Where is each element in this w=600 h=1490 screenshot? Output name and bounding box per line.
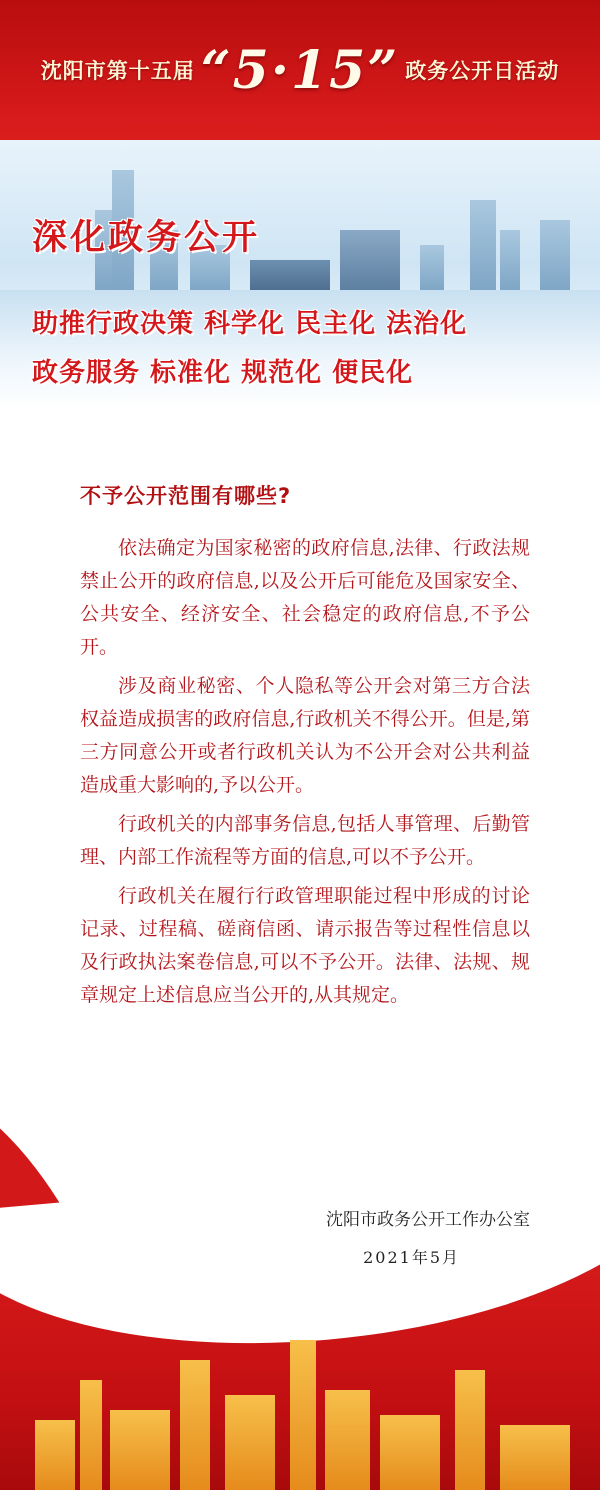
landmark-silhouette — [110, 1410, 170, 1490]
slogan-service: 政务服务 标准化 规范化 便民化 — [32, 358, 414, 388]
landmark-silhouette — [455, 1370, 485, 1490]
article-paragraph: 依法确定为国家秘密的政府信息,法律、行政法规禁止公开的政府信息,以及公开后可能危及国家安全、公共安全、经济安全、社会稳定的政府信息,不予公开。 — [80, 537, 530, 658]
landmark-silhouette — [290, 1340, 316, 1490]
building — [420, 245, 444, 290]
event-title-prefix: 沈阳市第十五届 — [40, 59, 195, 83]
building — [470, 200, 496, 290]
event-title-suffix: 政务公开日活动 — [405, 59, 560, 83]
landmark-silhouette — [500, 1425, 570, 1490]
event-title — [0, 30, 600, 110]
slogan-decision: 助推行政决策 科学化 民主化 法治化 — [32, 309, 468, 339]
article-paragraph: 涉及商业秘密、个人隐私等公开会对第三方合法权益造成损害的政府信息,行政机关不得公开。但是,第三方同意公开或者行政机关认为不公开会对公共利益造成重大影响的,予以公开。 — [80, 675, 530, 796]
landmark-silhouette — [225, 1395, 275, 1490]
article-paragraph: 行政机关在履行行政管理职能过程中形成的讨论记录、过程稿、磋商信函、请示报告等过程性信息以及行政执法案卷信息,可以不予公开。法律、法规、规章规定上述信息应当公开的,从其规定。 — [80, 885, 530, 1006]
issuer-signature: 沈阳市政务公开工作办公室 — [326, 1210, 530, 1230]
slogan-main: 深化政务公开 — [32, 218, 261, 258]
landmark-silhouette — [35, 1420, 75, 1490]
landmark-silhouette — [180, 1360, 210, 1490]
article-paragraph: 行政机关的内部事务信息,包括人事管理、后勤管理、内部工作流程等方面的信息,可以不予公开。 — [80, 813, 530, 868]
landmark-silhouette — [80, 1380, 102, 1490]
landmark-silhouette — [380, 1415, 440, 1490]
issue-date: 2021年5月 — [363, 1248, 460, 1267]
article-heading: 不予公开范围有哪些? — [80, 484, 292, 508]
building — [500, 230, 520, 290]
landmark-silhouette — [325, 1390, 370, 1490]
event-title-number: “5·15” — [200, 39, 400, 101]
building — [250, 260, 330, 290]
building — [540, 220, 570, 290]
article — [80, 480, 530, 1018]
building — [340, 230, 400, 290]
